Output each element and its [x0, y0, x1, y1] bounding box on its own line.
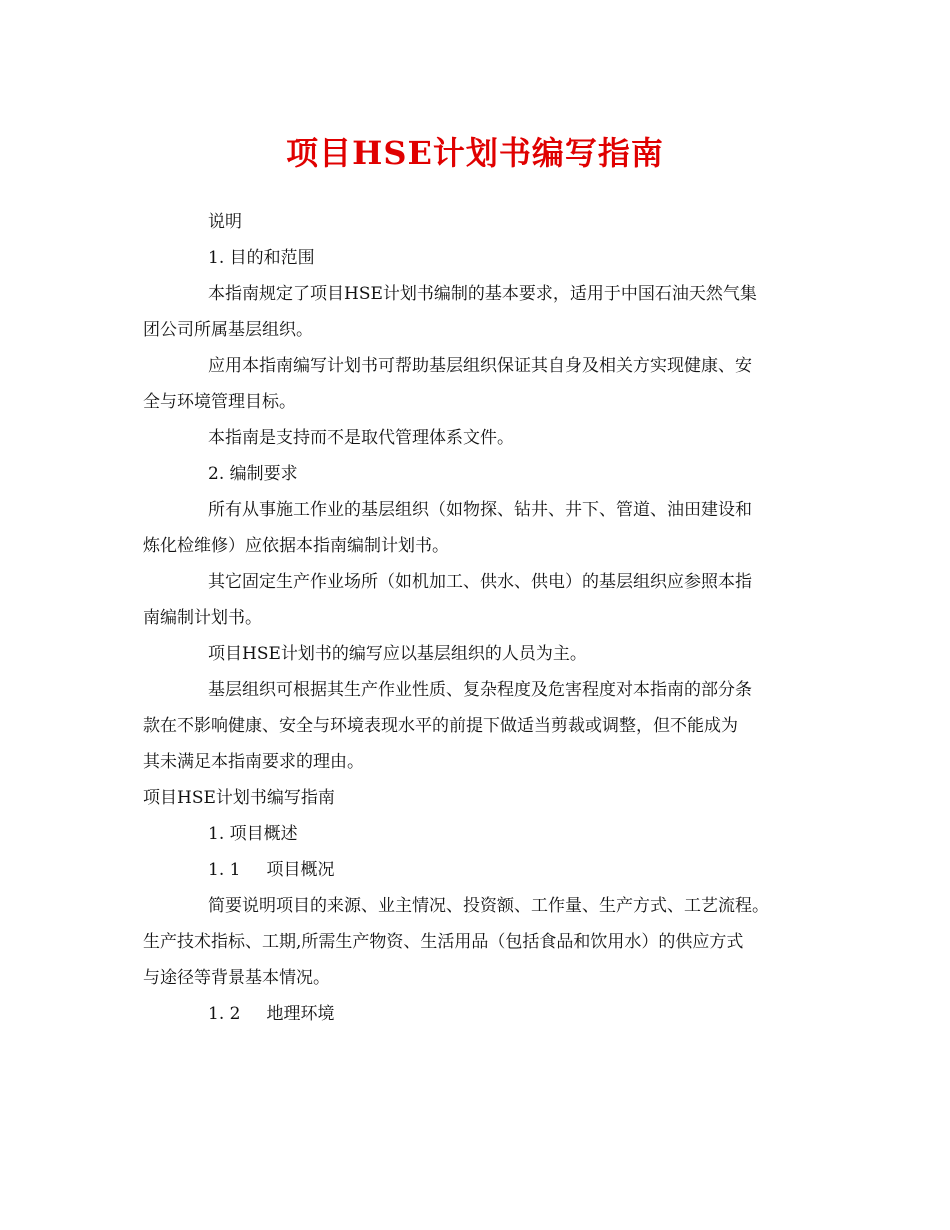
section-heading-requirements: 2. 编制要求 — [208, 464, 298, 484]
section-heading-purpose: 1. 目的和范围 — [208, 248, 315, 268]
paragraph-line: 炼化检维修）应依据本指南编制计划书。 — [143, 536, 449, 556]
subsection-title: 地理环境 — [266, 1004, 335, 1024]
paragraph-line: 本指南是支持而不是取代管理体系文件。 — [208, 428, 514, 448]
document-body — [143, 204, 808, 1032]
paragraph-line: 应用本指南编写计划书可帮助基层组织保证其自身及相关方实现健康、安 — [208, 356, 752, 376]
paragraph-line: 基层组织可根据其生产作业性质、复杂程度及危害程度对本指南的部分条 — [208, 680, 752, 700]
document-title: 项目HSE计划书编写指南 — [286, 134, 664, 172]
paragraph-line: 全与环境管理目标。 — [143, 392, 296, 412]
paragraph-line: 其未满足本指南要求的理由。 — [143, 752, 364, 772]
paragraph-line: 所有从事施工作业的基层组织（如物探、钻井、井下、管道、油田建设和 — [208, 500, 752, 520]
text-line-explanation: 说明 — [208, 212, 242, 232]
paragraph-line: 南编制计划书。 — [143, 608, 262, 628]
paragraph-line: 本指南规定了项目HSE计划书编制的基本要求，适用于中国石油天然气集 — [208, 284, 757, 304]
subsection-heading-1-2 — [143, 996, 808, 1032]
paragraph-line: 与途径等背景基本情况。 — [143, 968, 330, 988]
paragraph-line: 团公司所属基层组织。 — [143, 320, 313, 340]
subsection-number: 1. 1 — [208, 860, 241, 880]
paragraph-line: 项目HSE计划书的编写应以基层组织的人员为主。 — [208, 644, 587, 664]
paragraph-line: 款在不影响健康、安全与环境表现水平的前提下做适当剪裁或调整，但不能成为 — [143, 716, 738, 736]
paragraph-line: 生产技术指标、工期,所需生产物资、生活用品（包括食品和饮用水）的供应方式 — [143, 932, 744, 952]
paragraph-line: 其它固定生产作业场所（如机加工、供水、供电）的基层组织应参照本指 — [208, 572, 752, 592]
subtitle-line: 项目HSE计划书编写指南 — [143, 788, 335, 808]
subsection-heading-1-1 — [143, 852, 808, 888]
subsection-title: 项目概况 — [266, 860, 335, 880]
subsection-number: 1. 2 — [208, 1004, 241, 1024]
paragraph-line: 简要说明项目的来源、业主情况、投资额、工作量、生产方式、工艺流程。 — [208, 896, 769, 916]
section-heading-overview: 1. 项目概述 — [208, 824, 298, 844]
